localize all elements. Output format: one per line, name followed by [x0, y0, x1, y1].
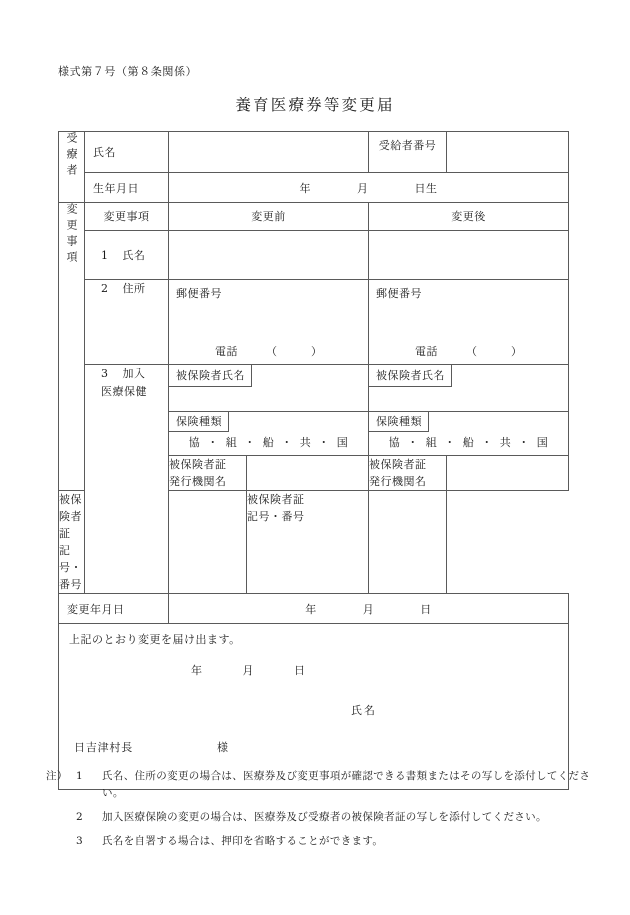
kind-sep-4-before: ・	[318, 436, 330, 449]
insurance-kind-after-label: 保険種類	[369, 412, 429, 432]
change-section-label	[59, 203, 85, 491]
change-item-header	[85, 203, 169, 231]
change-before-header	[169, 203, 369, 231]
kind-sep-2-after: ・	[444, 436, 456, 449]
birthdate-month-label: 月	[357, 182, 369, 195]
insurance-kind-after-options[interactable]	[369, 429, 568, 455]
item1-number-label	[93, 247, 146, 263]
document-title: 養育医療券等変更届	[235, 96, 395, 114]
item1-after-input[interactable]	[369, 231, 569, 280]
birthdate-line	[169, 173, 568, 202]
insurance-kind-before-cell[interactable]	[169, 412, 369, 456]
recipient-section-label	[59, 132, 85, 203]
insured-name-after-label: 被保険者氏名	[369, 365, 452, 387]
birthdate-label-cell	[85, 173, 169, 203]
insured-name-before-cell[interactable]	[169, 365, 369, 412]
change-date-day-label: 日	[420, 603, 432, 617]
note-2-text: 加入医療保険の変更の場合は、医療券及び受療者の被保険者証の写しを添付してください。	[102, 811, 547, 823]
item2-label-cell	[85, 280, 169, 365]
address-before-tel-paren	[266, 345, 322, 358]
address-after-tel-line	[369, 343, 568, 359]
kind-sep-3-after: ・	[481, 436, 493, 449]
declaration-month-label: 月	[242, 664, 254, 678]
kind-option-kumi-after[interactable]: 組	[425, 436, 438, 449]
change-after-header-text: 変更後	[451, 210, 486, 223]
table-row-recipient-name	[59, 132, 569, 173]
birthdate-day-label: 日生	[414, 182, 438, 195]
note-item-1	[46, 768, 591, 802]
issuer-before-label-line1: 被保険者証	[169, 458, 227, 471]
note-2-number: 2	[76, 811, 84, 823]
change-date-label: 変更年月日	[67, 602, 125, 616]
item2-label	[85, 280, 168, 296]
note-1-text: 氏名、住所の変更の場合は、医療券及び変更事項が確認できる書類またはその写しを添付してください。	[102, 770, 591, 799]
address-after-tel-label: 電話	[415, 345, 438, 358]
change-after-header	[369, 203, 569, 231]
cardno-after-input[interactable]	[369, 491, 447, 594]
recipient-name-input-cell[interactable]	[169, 132, 369, 173]
insurance-kind-before-tagrow	[169, 412, 368, 429]
change-date-label-cell	[59, 594, 169, 624]
recipient-name-label-cell	[85, 132, 169, 173]
kind-sep-3-before: ・	[281, 436, 293, 449]
note-item-2	[46, 809, 591, 826]
cardno-before-label-line1: 被保険者証	[59, 493, 82, 541]
address-after-tel-paren	[466, 345, 522, 358]
cardno-before-label-line2: 記号・番号	[59, 544, 82, 592]
kind-option-kyo-after[interactable]: 協	[388, 436, 401, 449]
declaration-year-label: 年	[191, 664, 203, 678]
table-row-item2-address	[59, 280, 569, 365]
kind-option-kumi-before[interactable]: 組	[225, 436, 238, 449]
item3-number-label	[93, 365, 147, 400]
address-after-zip-label: 郵便番号	[376, 287, 422, 300]
cardno-before-label-cell	[59, 491, 85, 594]
declaration-block	[59, 624, 568, 789]
declaration-honorific: 様	[217, 741, 229, 755]
change-notification-form-table	[58, 131, 569, 790]
note-3-number: 3	[76, 835, 84, 847]
item1-text: 氏名	[122, 249, 146, 262]
change-before-header-text: 変更前	[251, 210, 286, 223]
address-before-tel-open: （	[266, 345, 277, 358]
item3-text-line1: 加入	[122, 367, 146, 380]
insurance-kind-after-tagrow	[369, 412, 568, 429]
recipient-number-label: 受給者番号	[378, 139, 437, 152]
table-row-change-date	[59, 594, 569, 624]
note-3-text: 氏名を自署する場合は、押印を省略することができます。	[102, 835, 384, 847]
form-code: 様式第７号（第８条関係）	[58, 65, 198, 78]
cardno-before-input[interactable]	[169, 491, 247, 594]
address-before-tel-close: ）	[311, 345, 322, 358]
kind-option-kyou-after[interactable]: 共	[499, 436, 512, 449]
kind-sep-4-after: ・	[518, 436, 530, 449]
item1-label-cell	[85, 231, 169, 280]
address-before-tel-label: 電話	[215, 345, 238, 358]
recipient-number-label-cell	[369, 132, 447, 173]
insurance-kind-before-options[interactable]	[169, 429, 368, 455]
issuer-after-label-cell	[369, 456, 447, 491]
note-1-number: 1	[76, 770, 84, 782]
address-after-tel-open: （	[466, 345, 477, 358]
table-row-declaration	[59, 624, 569, 790]
insurance-kind-before-label: 保険種類	[169, 412, 229, 432]
table-row-change-header	[59, 203, 569, 231]
birthdate-year-label: 年	[299, 182, 311, 195]
declaration-name-label[interactable]: 氏名	[351, 704, 377, 718]
kind-option-kyo-before[interactable]: 協	[188, 436, 201, 449]
item3-label-cell	[85, 365, 169, 594]
notes-section	[46, 768, 591, 857]
declaration-day-label: 日	[294, 664, 306, 678]
insured-name-after-box[interactable]	[369, 365, 568, 411]
item2-text: 住所	[122, 282, 146, 295]
item2-number-label	[93, 280, 146, 296]
item2-before-cell[interactable]	[169, 280, 369, 365]
item2-after-cell[interactable]	[369, 280, 569, 365]
cardno-after-label-line1: 被保険者証	[247, 493, 305, 507]
issuer-after-input[interactable]	[447, 456, 569, 491]
address-after-box[interactable]	[369, 280, 568, 364]
item1-number: 1	[101, 249, 109, 262]
issuer-before-label-line2: 発行機関名	[169, 475, 227, 489]
item3-number: 3	[101, 367, 109, 380]
cardno-after-label-cell	[247, 491, 369, 594]
birthdate-input-cell[interactable]	[169, 173, 569, 203]
change-date-month-label: 月	[362, 603, 375, 617]
birthdate-label: 生年月日	[93, 181, 139, 195]
insurance-kind-after-cell[interactable]	[369, 412, 569, 456]
insured-name-before-box[interactable]	[169, 365, 368, 411]
declaration-addressee-line	[74, 739, 229, 755]
insured-name-after-cell[interactable]	[369, 365, 569, 412]
address-before-tel-line	[169, 343, 368, 359]
change-item-header-text: 変更事項	[103, 210, 150, 223]
recipient-section-label-text: 受療者	[65, 132, 78, 180]
note-item-3	[46, 833, 591, 850]
declaration-addressee: 日吉津村長	[74, 741, 133, 755]
address-before-box[interactable]	[169, 280, 368, 364]
kind-sep-2-before: ・	[244, 436, 256, 449]
change-date-year-label: 年	[305, 603, 317, 617]
recipient-number-input-cell[interactable]	[447, 132, 569, 173]
table-row-birthdate	[59, 173, 569, 203]
declaration-text: 上記のとおり変更を届け出ます。	[69, 633, 241, 647]
item1-label	[85, 231, 168, 279]
item1-before-input[interactable]	[169, 231, 369, 280]
cardno-after-label-line2: 記号・番号	[247, 510, 305, 524]
change-section-label-text: 変更事項	[65, 203, 78, 267]
kind-sep-1-before: ・	[207, 436, 219, 449]
item3-label	[85, 365, 168, 400]
declaration-cell	[59, 624, 569, 790]
change-date-input-cell[interactable]	[169, 594, 569, 624]
item2-number: 2	[101, 282, 109, 295]
kind-option-sen-before[interactable]: 船	[262, 436, 275, 449]
address-after-tel-close: ）	[511, 345, 522, 358]
kind-sep-1-after: ・	[407, 436, 419, 449]
insured-name-before-label: 被保険者氏名	[169, 365, 252, 387]
issuer-after-label-line2: 発行機関名	[369, 475, 427, 489]
declaration-date-line[interactable]	[191, 662, 306, 678]
issuer-before-input[interactable]	[247, 456, 369, 491]
item3-text-line2: 医療保健	[101, 384, 147, 398]
kind-option-kyou-before[interactable]: 共	[299, 436, 312, 449]
change-date-line	[169, 594, 568, 623]
recipient-name-label: 氏名	[93, 146, 116, 159]
table-row-item3-insured-name	[59, 365, 569, 412]
kind-option-koku-before[interactable]: 国	[336, 436, 349, 449]
notes-lead-label: 注）	[46, 770, 68, 782]
issuer-before-label-cell	[169, 456, 247, 491]
table-row-item1-name	[59, 231, 569, 280]
kind-option-sen-after[interactable]: 船	[462, 436, 475, 449]
address-before-zip-label: 郵便番号	[176, 287, 222, 300]
kind-option-koku-after[interactable]: 国	[536, 436, 549, 449]
issuer-after-label-line1: 被保険者証	[369, 458, 427, 471]
